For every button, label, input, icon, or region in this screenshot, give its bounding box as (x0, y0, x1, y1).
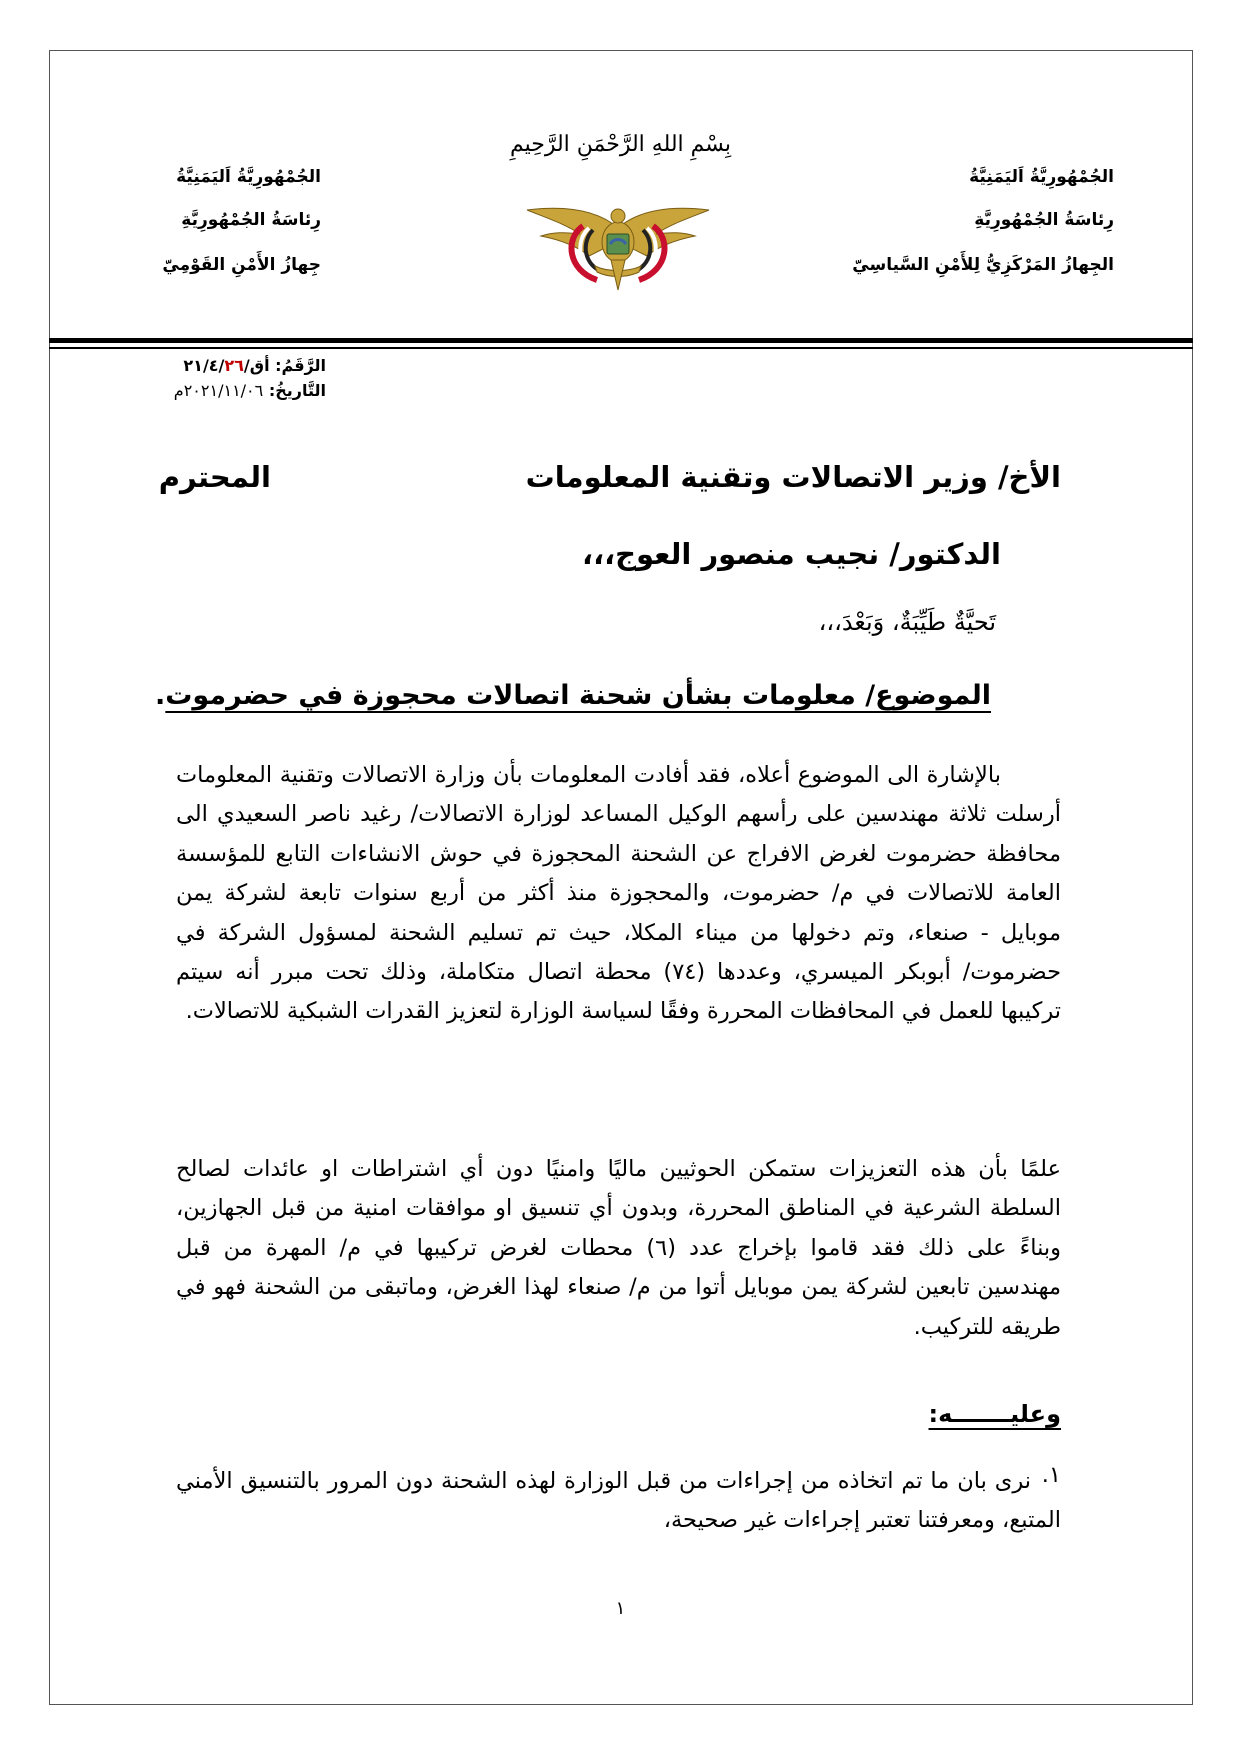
header-right-line2: رِئاسَةُ الجُمْهُورِيَّةِ (974, 210, 1114, 230)
header-divider-thin (49, 347, 1193, 349)
therefore-heading (929, 1400, 1061, 1428)
header-left-line1: الجُمْهُورِيَّةُ اَليَمَنِيَّةُ (176, 167, 321, 187)
reference-date-label: التَّاريخُ: (268, 381, 326, 400)
yemen-eagle-emblem (525, 198, 711, 298)
reference-date-value: ٢٠٢١/١١/٠٦م (173, 381, 264, 400)
header-divider-thick (49, 338, 1193, 343)
addressee-name: الدكتور/ نجيب منصور العوج،،، (582, 537, 1001, 571)
list-item-1: نرى بان ما تم اتخاذه من إجراءات من قبل الوزارة لهذه الشحنة دون المرور بالتنسيق الأمني المتبع، ومعرفتنا تعتبر إجراءات غير صحيحة، (176, 1468, 1061, 1534)
header-left-line3: جِهازُ الأَمْنِ القَوْمِيّ (162, 255, 321, 275)
reference-date (174, 381, 326, 400)
reference-number-label: الرَّقَمُ: أق/٢١/٤/ (183, 356, 326, 375)
therefore-text: وعليـــــــه: (928, 1400, 1061, 1428)
subject-period: . (155, 680, 166, 711)
greeting: تَحيَّةٌ طَيِّبَةٌ، وَبَعْدَ،،، (818, 608, 996, 636)
subject-text: الموضوع/ معلومات بشأن شحنة اتصالات محجوزة في حضرموت (165, 680, 991, 711)
list-item-number: ١. (1041, 1462, 1061, 1488)
reference-number-value: ٢٦ (224, 356, 244, 375)
addressee-honorific: المحترم (158, 460, 271, 494)
subject-line (155, 680, 991, 711)
header-left-line2: رِئاسَةُ الجُمْهُورِيَّةِ (181, 210, 321, 230)
header-right-line1: الجُمْهُورِيَّةُ اَليَمَنِيَّةُ (969, 167, 1114, 187)
addressee-title: الأخ/ وزير الاتصالات وتقنية المعلومات (525, 460, 1061, 494)
reference-number (183, 356, 326, 375)
body-paragraph-1: بالإشارة الى الموضوع أعلاه، فقد أفادت المعلومات بأن وزارة الاتصالات وتقنية المعلومات أرسلت ثلاثة مهندسين على رأسهم الوكيل المساعد لوزارة الاتصالات/ رغيد ناصر السعيدي الى محافظة حضرموت لغرض الافراج عن الشحنة المحجوزة في حوش الانشاءات التابع للمؤسسة العامة للاتصالات في م/ حضرموت، والمحجوزة منذ أكثر من أربع سنوات تابعة لشركة يمن موبايل - صنعاء، وتم دخولها من ميناء المكلا، حيث تم تسليم الشحنة لمسؤول الشركة في حضرموت/ أبوبكر الميسري، وعددها (٧٤) محطة اتصال متكاملة، وذلك تحت مبرر أنه سيتم تركيبها للعمل في المحافظات المحررة وفقًا لسياسة الوزارة لتعزيز القدرات الشبكية للاتصالات. (176, 762, 1061, 1025)
header-right-line3: الجِهازُ المَرْكَزِيُّ لِلأَمْنِ السَّياسِيّ (852, 255, 1114, 275)
body-paragraph-2: علمًا بأن هذه التعزيزات ستمكن الحوثيين ماليًا وامنيًا دون أي اشتراطات او عائدات لصالح السلطة الشرعية في المناطق المحررة، وبدون أي تنسيق او موافقات امنية من قبل الجهازين، وبناءً على ذلك فقد قاموا بإخراج عدد (٦) محطات لغرض تركيبها في م/ المهرة من قبل مهندسين تابعين لشركة يمن موبايل أتوا من م/ صنعاء لهذا الغرض، وماتبقى من الشحنة فهو في طريقه للتركيب. (176, 1156, 1061, 1340)
basmala: بِسْمِ اللهِ الرَّحْمَنِ الرَّحِيمِ (509, 132, 732, 157)
page-number: ١ (615, 1598, 626, 1619)
